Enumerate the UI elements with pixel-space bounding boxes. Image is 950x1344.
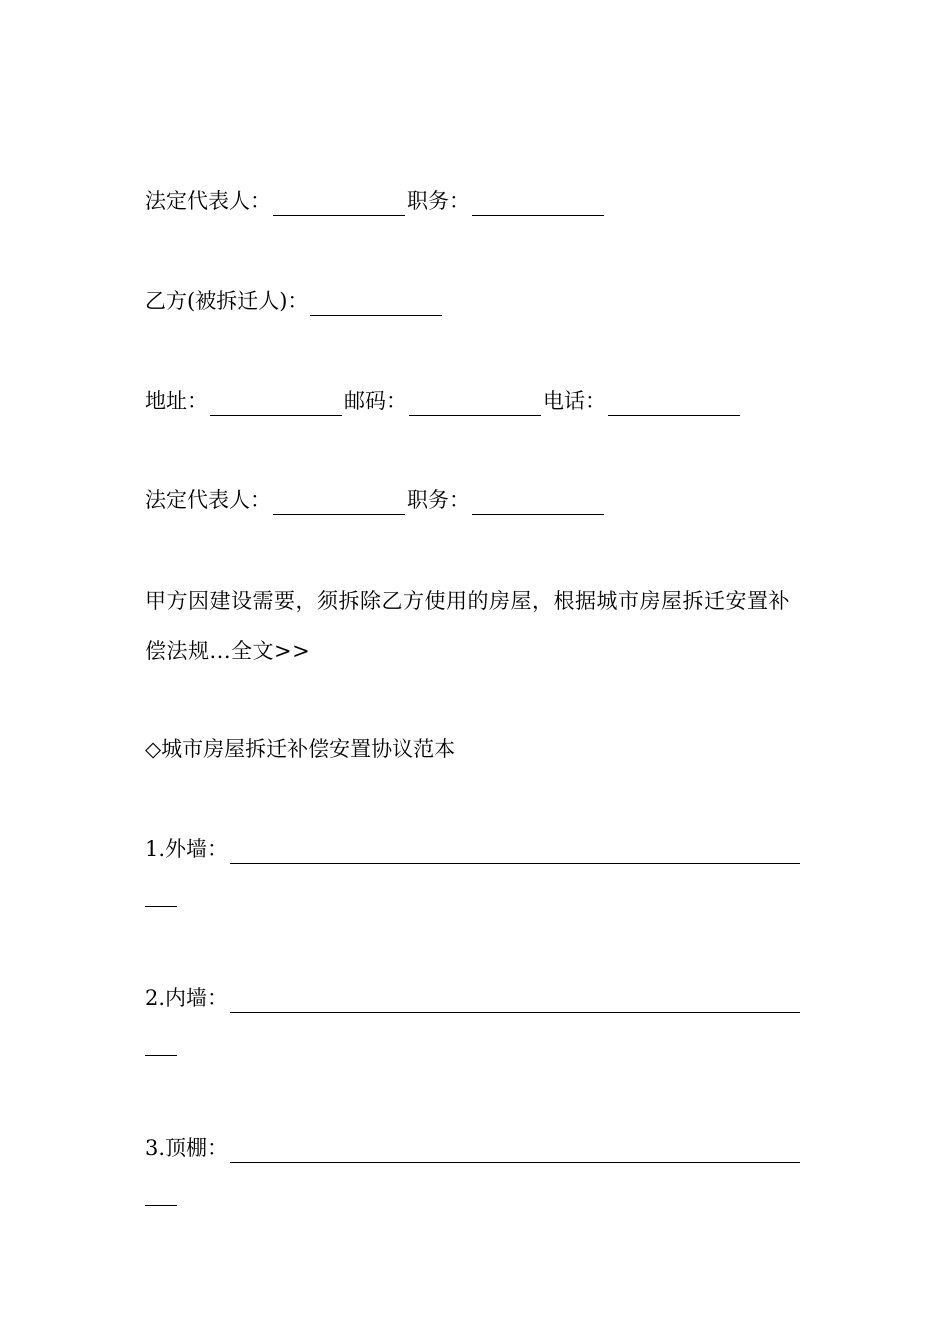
phone-label: 电话： (543, 389, 606, 413)
representative-line-1 (145, 186, 606, 216)
item-blank-tail (145, 1183, 177, 1206)
item-interior-wall (145, 983, 802, 1013)
representative-label: 法定代表人： (145, 189, 271, 213)
item-blank (230, 990, 800, 1013)
position-label: 职务： (407, 488, 470, 512)
phone-blank (608, 393, 740, 416)
address-blank (210, 393, 342, 416)
address-label: 地址： (145, 389, 208, 413)
party-b-line (145, 286, 444, 316)
party-b-blank (310, 293, 442, 316)
representative-label: 法定代表人： (145, 488, 271, 512)
item-blank-tail (145, 1033, 177, 1056)
item-exterior-wall-tail (145, 884, 177, 907)
party-b-label: 乙方(被拆迁人)： (145, 289, 309, 313)
address-line (145, 386, 742, 416)
item-label: 1.外墙： (145, 837, 229, 861)
item-blank (230, 841, 800, 864)
item-ceiling (145, 1133, 802, 1163)
position-blank (472, 193, 604, 216)
item-label: 3.顶棚： (145, 1136, 229, 1160)
item-label: 2.内墙： (145, 986, 229, 1010)
item-blank-tail (145, 884, 177, 907)
representative-blank (273, 193, 405, 216)
position-label: 职务： (407, 189, 470, 213)
representative-blank (273, 492, 405, 515)
section-heading (145, 734, 455, 764)
zipcode-blank (409, 393, 541, 416)
item-interior-wall-tail (145, 1033, 177, 1056)
intro-paragraph: 甲方因建设需要，须拆除乙方使用的房屋，根据城市房屋拆迁安置补偿法规...全文>> (145, 589, 790, 663)
position-blank (472, 492, 604, 515)
representative-line-2 (145, 485, 606, 515)
section-heading-text: ◇城市房屋拆迁补偿安置协议范本 (145, 737, 456, 761)
item-exterior-wall (145, 834, 802, 864)
item-blank (230, 1140, 800, 1163)
item-ceiling-tail (145, 1183, 177, 1206)
zipcode-label: 邮码： (344, 389, 407, 413)
